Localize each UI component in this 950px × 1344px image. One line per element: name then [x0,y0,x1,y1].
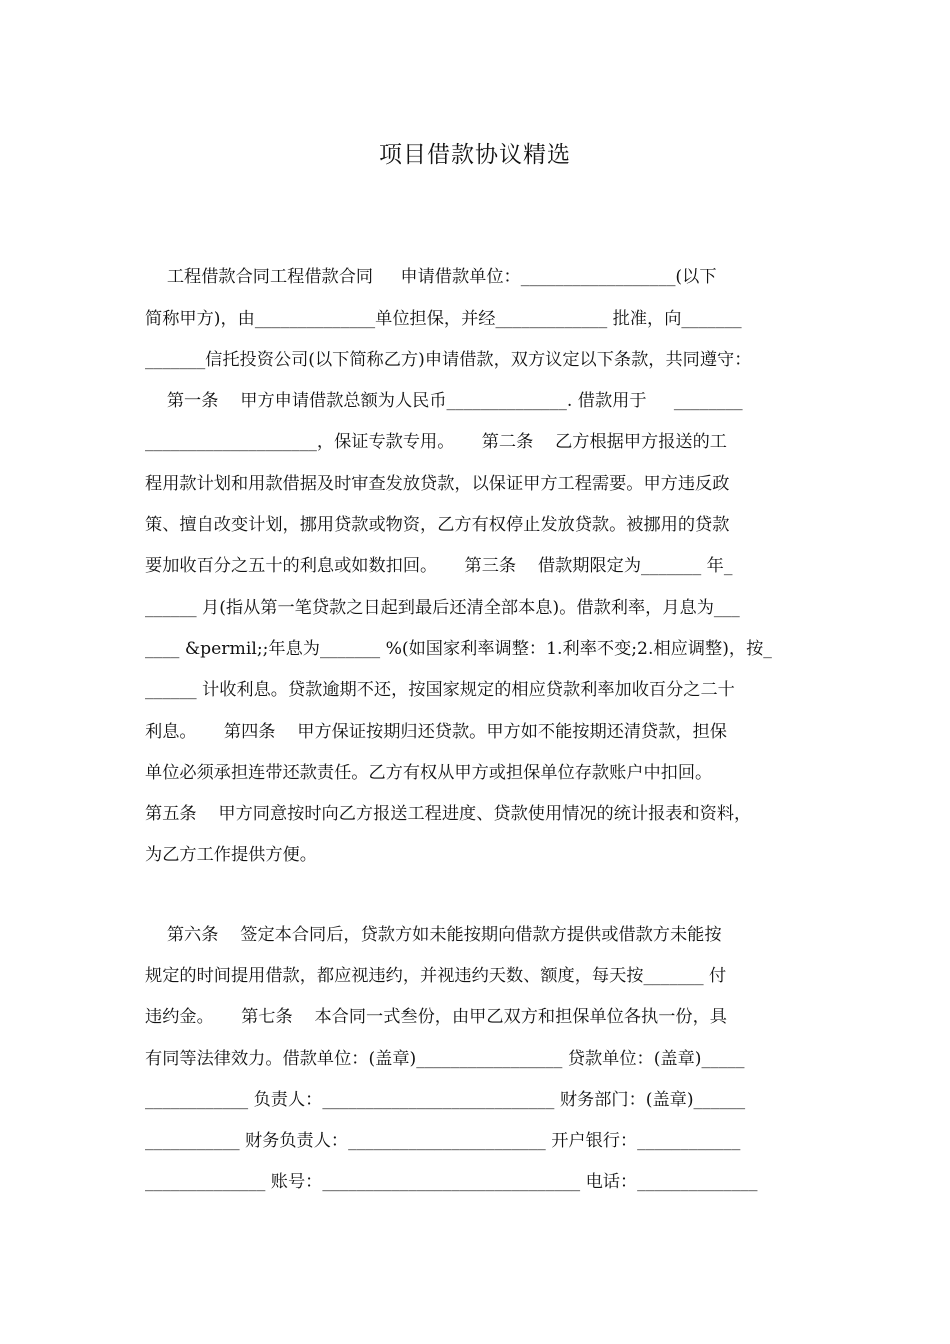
body-line: 策、擅自改变计划，挪用贷款或物资，乙方有权停止发放贷款。被挪用的贷款 [145,515,730,535]
body-line: 简称甲方)，由______________单位担保，并经_____________ 批准，向_______ [145,309,742,329]
body-line: 单位必须承担连带还款责任。乙方有权从甲方或担保单位存款账户中扣回。 [145,763,713,783]
document-title: 项目借款协议精选 [379,142,571,168]
body-line: ____ &permil;;年息为_______ %(如国家利率调整：1.利率不变;2.相应调整)，按_ [145,639,772,659]
body-line: 程用款计划和用款借据及时审查发放贷款，以保证甲方工程需要。甲方违反政 [145,474,730,494]
body-line: 第一条 甲方申请借款总额为人民币______________. 借款用于 ________ [145,391,743,411]
body-line: ___________ 财务负责人：_______________________ 开户银行：____________ [145,1131,741,1151]
body-line: ______ 计收利息。贷款逾期不还，按国家规定的相应贷款利率加收百分之二十 [145,680,735,700]
body-line: ______________ 账号：______________________________ 电话：______________ [145,1172,758,1192]
body-line: 要加收百分之五十的利息或如数扣回。 第三条 借款期限定为_______ 年_ [145,556,733,576]
body-line: 为乙方工作提供方便。 [145,845,317,865]
body-line: _______信托投资公司(以下简称乙方)申请借款，双方议定以下条款，共同遵守： [145,350,752,370]
body-line: 利息。 第四条 甲方保证按期归还贷款。甲方如不能按期还清贷款，担保 [145,722,727,742]
body-line: ____________ 负责人：___________________________ 财务部门：(盖章)______ [145,1090,746,1110]
body-line: 违约金。 第七条 本合同一式叁份，由甲乙双方和担保单位各执一份，具 [145,1007,727,1027]
body-line: 工程借款合同工程借款合同 申请借款单位：__________________(以下 [145,267,717,287]
body-line: ____________________，保证专款专用。 第二条 乙方根据甲方报送的工 [145,432,727,452]
body-line: 规定的时间提用借款，都应视违约，并视违约天数、额度，每天按_______ 付 [145,966,727,986]
body-line: 第六条 签定本合同后，贷款方如未能按期向借款方提供或借款方未能按 [145,925,722,945]
body-line: 有同等法律效力。借款单位：(盖章)_________________ 贷款单位：(盖章)_____ [145,1049,745,1069]
body-line: 第五条 甲方同意按时向乙方报送工程进度、贷款使用情况的统计报表和资料， [145,804,752,824]
body-line: ______ 月(指从第一笔贷款之日起到最后还清全部本息)。借款利率，月息为___ [145,598,740,618]
